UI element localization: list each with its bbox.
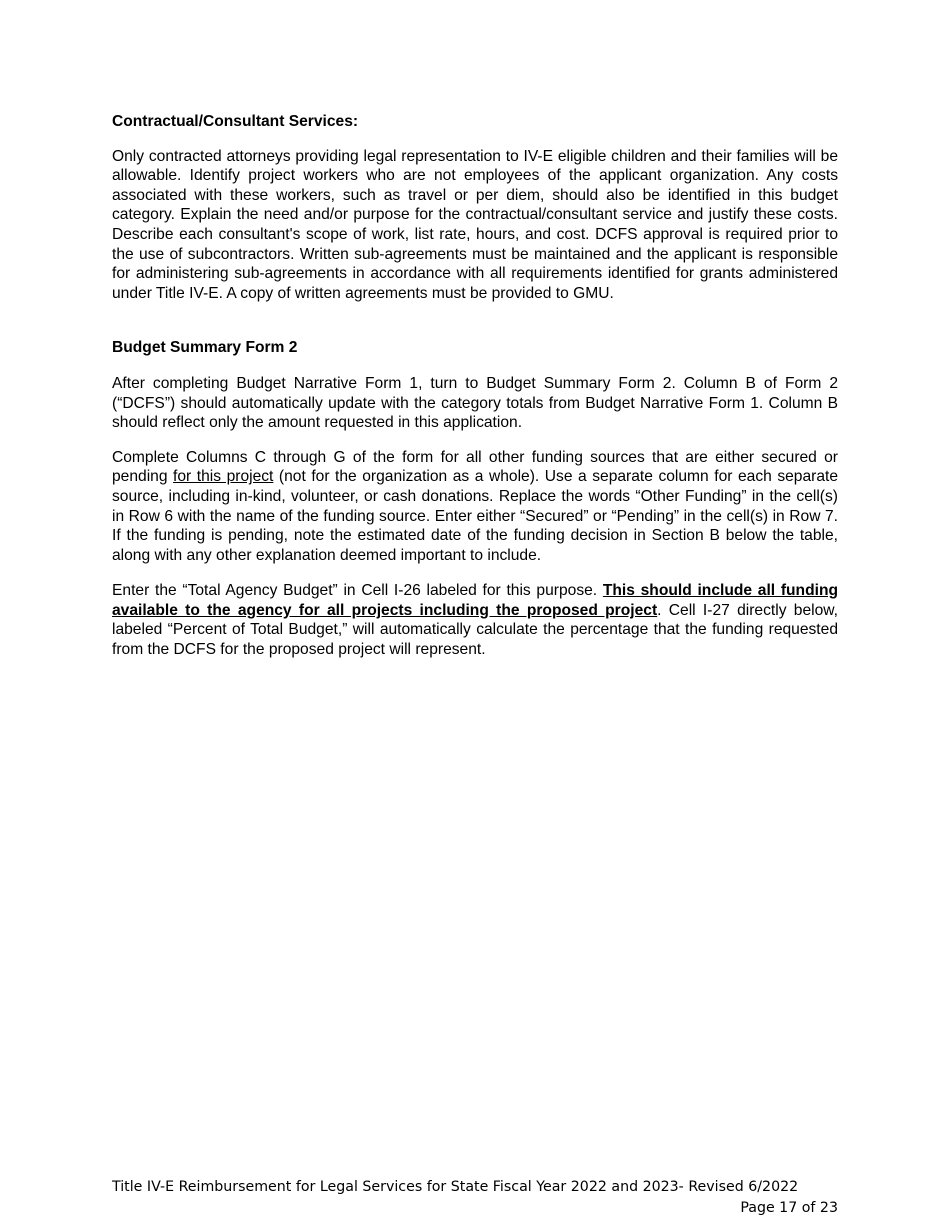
- budget-summary-paragraph-3: [112, 581, 838, 659]
- page-footer: [112, 1177, 838, 1219]
- emphasized-phrase: This should include all funding available to the agency for all projects including the proposed project: [112, 582, 838, 619]
- page-number: Page 17 of 23: [740, 1200, 838, 1216]
- paragraph-text: (not for the organization as a whole). Use a separate column for each separate source, including in-kind, volunteer, or cash donations. Replace the words “Other Funding” in the cell(s) in Row 6 with the name of the funding source. Enter either “Secured” or “Pending” in the cell(s) in Row 7. If the funding is pending, note the estimated date of the funding decision in Section B below the table, along with any other explanation deemed important to include.: [112, 468, 839, 564]
- page-body: [112, 112, 838, 660]
- budget-summary-paragraph-2: [112, 448, 838, 566]
- paragraph-text: Enter the “Total Agency Budget” in Cell I-26 labeled for this purpose.: [112, 582, 603, 600]
- budget-summary-paragraph-1: After completing Budget Narrative Form 1, turn to Budget Summary Form 2. Column B of Form 2 (“DCFS”) should automatically update with the category totals from Budget Narrative Form 1. Column B should reflect only the amount requested in this application.: [112, 374, 838, 432]
- section-heading-budget-summary: Budget Summary Form 2: [112, 339, 298, 357]
- footer-title: Title IV-E Reimbursement for Legal Services for State Fiscal Year 2022 and 2023- Revised 6/2022: [112, 1179, 799, 1195]
- section-heading-contractual: Contractual/Consultant Services:: [112, 113, 359, 130]
- paragraph-text: Complete Columns C through G of the form for all other funding sources that are either secured or pending: [112, 448, 838, 486]
- contractual-paragraph: Only contracted attorneys providing legal representation to IV-E eligible children and their families will be allowable. Identify project workers who are not employees of the applicant organization. Any costs associated with these workers, such as travel or per diem, should also be identified in this budget category. Explain the need and/or purpose for the contractual/consultant service and justify these costs. Describe each consultant's scope of work, list rate, hours, and cost. DCFS approval is required prior to the use of subcontractors. Written sub-agreements must be maintained and the applicant is responsible for administering sub-agreements in accordance with all requirements identified for grants administered under Title IV-E. A copy of written agreements must be provided to GMU.: [112, 147, 838, 302]
- underlined-phrase: for this project: [173, 468, 274, 486]
- paragraph-text: . Cell I-27 directly below, labeled “Percent of Total Budget,” will automatically calculate the percentage that the funding requested from the DCFS for the proposed project will represent.: [112, 601, 838, 659]
